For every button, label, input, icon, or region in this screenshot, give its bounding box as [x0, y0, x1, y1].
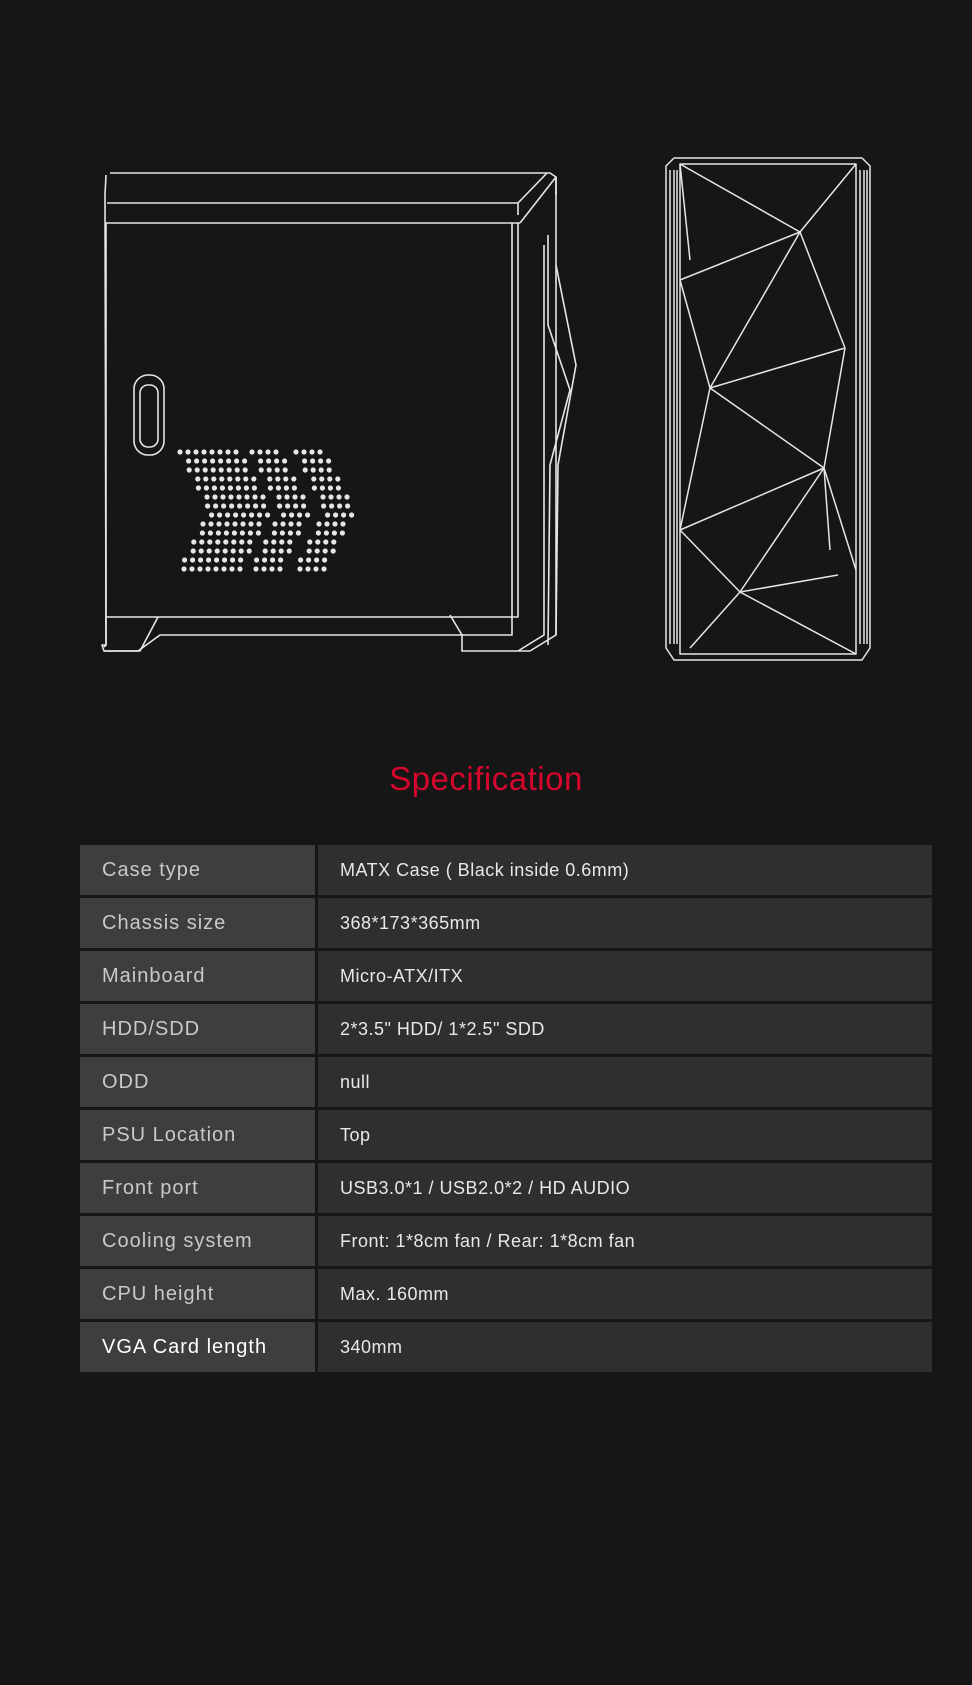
spec-row-hdd-sdd	[80, 1004, 932, 1054]
section-title: Specification	[389, 760, 583, 797]
spec-value: Top	[318, 1110, 932, 1160]
spec-row-mainboard	[80, 951, 932, 1001]
spec-row-cooling-system	[80, 1216, 932, 1266]
spec-value: MATX Case ( Black inside 0.6mm)	[318, 845, 932, 895]
spec-label: HDD/SDD	[80, 1004, 315, 1054]
spec-value: 340mm	[318, 1322, 932, 1372]
spec-label: CPU height	[80, 1269, 315, 1319]
case-side-view-drawing	[100, 165, 590, 655]
spec-label: Chassis size	[80, 898, 315, 948]
spec-label: Front port	[80, 1163, 315, 1213]
spec-row-chassis-size	[80, 898, 932, 948]
spec-value: Max. 160mm	[318, 1269, 932, 1319]
spec-value: 368*173*365mm	[318, 898, 932, 948]
spec-label: PSU Location	[80, 1110, 315, 1160]
spec-label: Cooling system	[80, 1216, 315, 1266]
spec-label: VGA Card length	[80, 1322, 315, 1372]
spec-label: ODD	[80, 1057, 315, 1107]
spec-label: Case type	[80, 845, 315, 895]
spec-value: Front: 1*8cm fan / Rear: 1*8cm fan	[318, 1216, 932, 1266]
spec-row-odd	[80, 1057, 932, 1107]
spec-value: Micro-ATX/ITX	[318, 951, 932, 1001]
spec-value: null	[318, 1057, 932, 1107]
spec-row-vga-card-length	[80, 1322, 932, 1372]
spec-row-psu-location	[80, 1110, 932, 1160]
spec-row-case-type	[80, 845, 932, 895]
spec-value: USB3.0*1 / USB2.0*2 / HD AUDIO	[318, 1163, 932, 1213]
spec-value: 2*3.5" HDD/ 1*2.5" SDD	[318, 1004, 932, 1054]
product-drawings	[0, 0, 972, 700]
spec-row-front-port	[80, 1163, 932, 1213]
specification-table	[80, 845, 932, 1375]
spec-label: Mainboard	[80, 951, 315, 1001]
spec-row-cpu-height	[80, 1269, 932, 1319]
case-front-view-drawing	[660, 150, 880, 670]
